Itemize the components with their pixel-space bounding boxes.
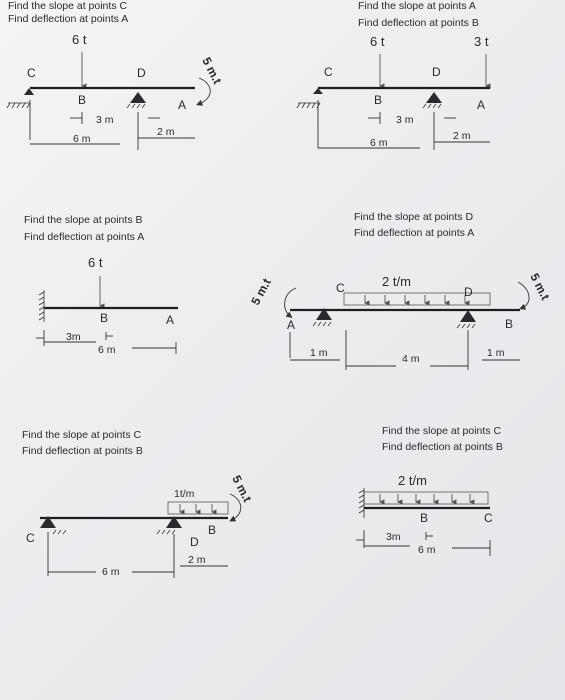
p2-label-a: A: [477, 98, 486, 112]
problem-1: [7, 0, 225, 150]
p1-wall-hatch: [7, 103, 30, 108]
problem-2: [297, 0, 490, 150]
p5-dim-2: 2 m: [188, 554, 206, 566]
p1-dim-2: 6 m: [73, 133, 91, 145]
p2-label-b: B: [374, 93, 383, 107]
p4-dim-1: 1 m: [310, 347, 328, 359]
p5-udl: 1t/m: [174, 488, 195, 500]
p4-line1: Find the slope at points D: [354, 211, 474, 223]
p5-line2: Find deflection at points B: [22, 445, 143, 457]
p6-line2: Find deflection at points B: [382, 441, 503, 453]
p4-moment-left: 5 m.t: [248, 276, 274, 308]
p2-line1: Find the slope at points A: [358, 0, 476, 12]
p1-dim-3: 2 m: [157, 126, 175, 138]
p4-line2: Find deflection at points A: [354, 227, 475, 239]
p2-label-c: C: [324, 65, 333, 79]
p1-line2: Find deflection at points A: [8, 13, 129, 25]
p3-dim-1: 3m: [66, 331, 81, 343]
problem-3: [24, 214, 178, 356]
p2-load-1: 6 t: [370, 34, 385, 49]
p1-moment-arc: [199, 78, 210, 104]
p2-label-d: D: [432, 65, 441, 79]
p3-line1: Find the slope at points B: [24, 214, 143, 226]
p3-label-b: B: [100, 311, 109, 325]
p1-dim-1: 3 m: [96, 114, 114, 126]
p4-support-d: [460, 310, 476, 322]
p5-label-b: B: [208, 523, 217, 537]
p5-moment: 5 m.t: [229, 473, 255, 505]
p4-dim-2: 4 m: [402, 353, 420, 365]
p6-dim-1: 3m: [386, 531, 401, 543]
p6-label-b: B: [420, 511, 429, 525]
p5-dim-1: 6 m: [102, 566, 120, 578]
p4-dim-3: 1 m: [487, 347, 505, 359]
p1-label-b: B: [78, 93, 87, 107]
p1-line1: Find the slope at points C: [8, 0, 128, 12]
p4-label-d: D: [464, 285, 473, 299]
p5-line1: Find the slope at points C: [22, 429, 142, 441]
p4-label-b: B: [505, 317, 514, 331]
p2-wall-hatch: [297, 103, 320, 108]
p4-moment-arc-right: [518, 282, 529, 308]
p2-dim-1: 3 m: [396, 114, 414, 126]
problem-5: [22, 429, 255, 578]
p1-label-d: D: [137, 66, 146, 80]
p6-distributed-load: [364, 492, 488, 504]
p2-line2: Find deflection at points B: [358, 17, 479, 29]
p3-line2: Find deflection at points A: [24, 231, 145, 243]
p2-dim-2: 6 m: [370, 137, 388, 149]
p6-line1: Find the slope at points C: [382, 425, 502, 437]
p5-distributed-load: [168, 502, 228, 514]
p1-load: 6 t: [72, 32, 87, 47]
p6-wall-hatch: [359, 490, 364, 513]
p2-load-2: 3 t: [474, 34, 489, 49]
p3-wall-hatch: [39, 292, 44, 320]
problem-6: [356, 425, 503, 556]
p1-support-d: [130, 92, 146, 103]
p1-moment: 5 m.t: [199, 55, 225, 87]
p3-dim-2: 6 m: [98, 344, 116, 356]
p1-label-a: A: [178, 98, 187, 112]
p4-moment-arc-left: [285, 288, 296, 316]
p3-label-a: A: [166, 313, 175, 327]
p6-label-c: C: [484, 511, 493, 525]
p2-dim-3: 2 m: [453, 130, 471, 142]
problem-4: [248, 211, 552, 370]
p5-label-d: D: [190, 535, 199, 549]
p4-label-a: A: [287, 318, 296, 332]
p4-moment-right: 5 m.t: [527, 271, 553, 303]
p1-label-c: C: [27, 66, 36, 80]
p4-udl: 2 t/m: [382, 274, 411, 289]
p6-dim-2: 6 m: [418, 544, 436, 556]
p6-udl: 2 t/m: [398, 473, 427, 488]
p4-label-c: C: [336, 281, 345, 295]
p5-label-c: C: [26, 531, 35, 545]
p3-load: 6 t: [88, 255, 103, 270]
p2-support-d: [426, 92, 442, 103]
